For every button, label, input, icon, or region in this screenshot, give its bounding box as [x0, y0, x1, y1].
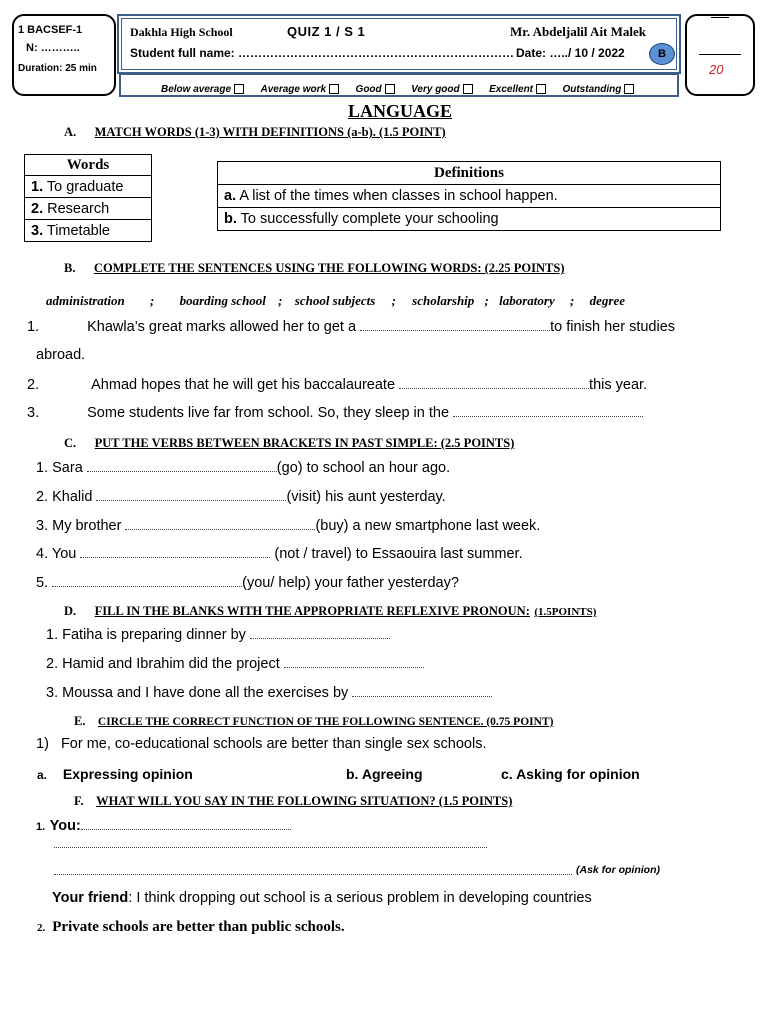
scale-average-work[interactable]: Average work — [261, 84, 340, 95]
answer-blank[interactable] — [360, 318, 550, 331]
scale-excellent[interactable]: Excellent — [489, 84, 546, 95]
words-header: Words — [25, 155, 152, 176]
definitions-table — [217, 161, 721, 231]
score-total: 20 — [709, 62, 724, 77]
class-code: 1 BACSEF-1 — [18, 24, 83, 36]
friend-line: Your friend: I think dropping out school is a serious problem in developing countries — [52, 890, 592, 906]
c-item: 2. Khalid (visit) his aunt yesterday. — [36, 489, 446, 505]
answer-blank[interactable] — [453, 404, 643, 417]
d-item: 3. Moussa and I have done all the exercises by — [46, 684, 492, 701]
answer-blank[interactable] — [87, 459, 277, 472]
c-item: 5. (you/ help) your father yesterday? — [36, 575, 459, 591]
date-field[interactable]: Date: …../ 10 / 2022 — [516, 46, 625, 60]
word-bank-item: scholarship — [412, 293, 475, 308]
section-d-title: FILL IN THE BLANKS WITH THE APPROPRIATE REFLEXIVE PRONOUN: — [94, 604, 530, 618]
answer-line[interactable] — [54, 835, 487, 848]
score-box — [685, 14, 755, 96]
scale-below-average[interactable]: Below average — [161, 84, 244, 95]
e-option-a[interactable]: a. Expressing opinion — [37, 766, 193, 782]
header-info-box — [117, 14, 681, 74]
main-title: LANGUAGE — [348, 101, 453, 121]
c-item: 1. Sara (go) to school an hour ago. — [36, 460, 451, 476]
f-item-2: 2. Private schools are better than public schools. — [37, 919, 345, 935]
answer-blank[interactable] — [399, 376, 589, 389]
school-name: Dakhla High School — [130, 25, 233, 39]
section-f-heading: F. WHAT WILL YOU SAY IN THE FOLLOWING SITUATION? (1.5 POINTS) — [74, 794, 513, 808]
word-bank: administration ; boarding school ; school subjects ; scholarship ; laboratory ; degree — [46, 293, 625, 308]
e-option-c[interactable]: c. Asking for opinion — [501, 766, 640, 782]
answer-blank[interactable] — [250, 626, 390, 639]
answer-line[interactable] — [54, 862, 572, 875]
section-a-heading: A. MATCH WORDS (1-3) WITH DEFINITIONS (a-b). (1.5 POINT) — [64, 125, 446, 139]
section-c-heading: C. PUT THE VERBS BETWEEN BRACKETS IN PAST SIMPLE: (2.5 POINTS) — [64, 436, 515, 450]
section-b-heading: B. COMPLETE THE SENTENCES USING THE FOLLOWING WORDS: (2.25 POINTS) — [64, 261, 565, 275]
checkbox-icon[interactable] — [463, 84, 473, 94]
word-bank-item: administration — [46, 293, 125, 308]
student-name-field[interactable]: Student full name: …………………………………………………………… — [130, 46, 514, 60]
section-d-heading: D. FILL IN THE BLANKS WITH THE APPROPRIATE REFLEXIVE PRONOUN: (1.5POINTS) — [64, 604, 597, 618]
section-c-title: PUT THE VERBS BETWEEN BRACKETS IN PAST SIMPLE: (2.5 POINTS) — [94, 436, 515, 450]
student-number: N: ……….. — [26, 42, 80, 54]
answer-blank[interactable] — [125, 517, 315, 530]
word-bank-item: school subjects — [294, 293, 376, 308]
checkbox-icon[interactable] — [329, 84, 339, 94]
d-item: 2. Hamid and Ibrahim did the project — [46, 655, 424, 672]
word-bank-item: boarding school — [179, 293, 266, 308]
section-b-title: COMPLETE THE SENTENCES USING THE FOLLOWING WORDS: (2.25 POINTS) — [93, 261, 565, 275]
evaluation-scale — [119, 73, 679, 97]
word-item: 1. To graduate — [25, 176, 152, 198]
answer-blank[interactable] — [352, 684, 492, 697]
checkbox-icon[interactable] — [624, 84, 634, 94]
d-item: 1. Fatiha is preparing dinner by — [46, 626, 390, 643]
word-item: 2. Research — [25, 198, 152, 220]
checkbox-icon[interactable] — [234, 84, 244, 94]
definitions-header: Definitions — [218, 162, 721, 185]
definition-item: b. To successfully complete your schooling — [218, 208, 721, 231]
answer-blank[interactable] — [81, 817, 291, 830]
score-fraction-line — [699, 54, 741, 55]
b-item-3: 3. Some students live far from school. So, they sleep in the — [27, 404, 643, 421]
ask-opinion-note: (Ask for opinion) — [576, 864, 660, 876]
scale-outstanding[interactable]: Outstanding — [562, 84, 634, 95]
e-question: 1) For me, co-educational schools are better than single sex schools. — [36, 736, 487, 752]
checkbox-icon[interactable] — [536, 84, 546, 94]
section-f-title: WHAT WILL YOU SAY IN THE FOLLOWING SITUATION? (1.5 POINTS) — [96, 794, 513, 808]
duration: Duration: 25 min — [18, 63, 97, 74]
e-option-b[interactable]: b. Agreeing — [346, 766, 423, 782]
class-info-box — [12, 14, 116, 96]
answer-blank[interactable] — [80, 545, 270, 558]
section-d-points: (1.5POINTS) — [534, 606, 597, 618]
c-item: 4. You (not / travel) to Essaouira last summer. — [36, 546, 523, 562]
section-a-title: MATCH WORDS (1-3) WITH DEFINITIONS (a-b). (1.5 POINT) — [94, 125, 446, 139]
quiz-title: QUIZ 1 / S 1 — [287, 24, 366, 39]
b-item-1: 1. Khawla’s great marks allowed her to get a to finish her studies — [27, 319, 676, 335]
scale-good[interactable]: Good — [356, 84, 395, 95]
word-item: 3. Timetable — [25, 220, 152, 242]
teacher-name: Mr. Abdeljalil Ait Malek — [510, 24, 647, 39]
answer-blank[interactable] — [52, 574, 242, 587]
c-item: 3. My brother (buy) a new smartphone last week. — [36, 518, 541, 534]
word-bank-item: degree — [589, 293, 625, 308]
section-e-title: CIRCLE THE CORRECT FUNCTION OF THE FOLLOWING SENTENCE. (0.75 POINT) — [97, 716, 554, 728]
word-bank-item: laboratory — [499, 293, 555, 308]
answer-blank[interactable] — [96, 488, 286, 501]
definition-item: a. A list of the times when classes in school happen. — [218, 185, 721, 208]
version-badge: B — [649, 43, 675, 65]
answer-blank[interactable] — [284, 655, 424, 668]
section-e-heading: E. CIRCLE THE CORRECT FUNCTION OF THE FOLLOWING SENTENCE. (0.75 POINT) — [74, 714, 554, 728]
f-item-1: 1. You: — [36, 817, 291, 835]
b-item-1-cont: abroad. — [36, 347, 86, 363]
words-table — [24, 154, 152, 242]
scale-very-good[interactable]: Very good — [411, 84, 473, 95]
checkbox-icon[interactable] — [385, 84, 395, 94]
b-item-2: 2. Ahmad hopes that he will get his baccalaureate this year. — [27, 377, 648, 393]
